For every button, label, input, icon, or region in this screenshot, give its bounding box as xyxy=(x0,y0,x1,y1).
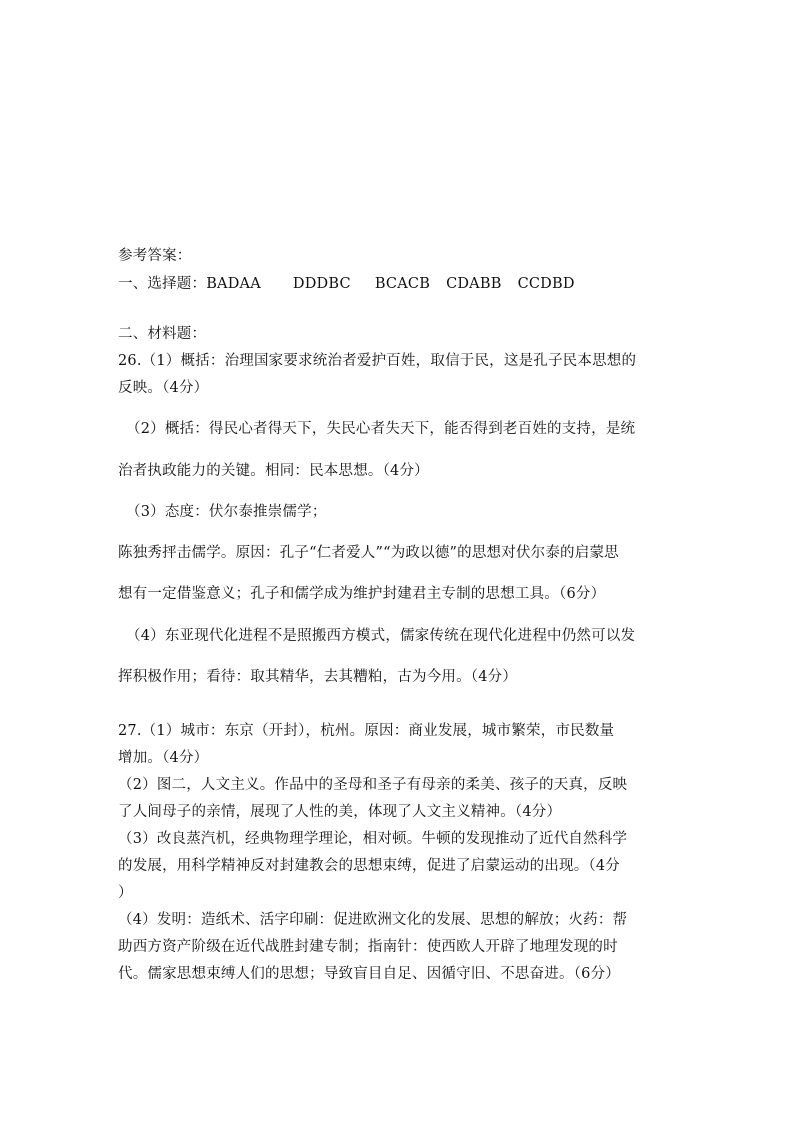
q27-part4-line2: 助西方资产阶级在近代战胜封建专制；指南针：使西欧人开辟了地理发现的时 xyxy=(118,939,618,955)
choice-group-3: BCACB xyxy=(374,276,431,292)
q27-part3-line3: ） xyxy=(118,885,133,901)
q26-part2-line2: 治者执政能力的关键。相同：民本思想。（4分） xyxy=(118,463,429,479)
answer-key-heading: 参考答案： xyxy=(118,248,192,264)
q26-part4-line1: （4）东亚现代化进程不是照搬西方模式，儒家传统在现代化进程中仍然可以发 xyxy=(126,628,636,644)
q27-part3-line2: 的发展，用科学精神反对封建教会的思想束缚，促进了启蒙运动的出现。（4分 xyxy=(118,858,620,874)
choice-group-5: CCDBD xyxy=(517,276,575,292)
section2-label: 二、材料题： xyxy=(118,326,207,342)
q26-part1-line1: 26.（1）概括：治理国家要求统治者爱护百姓，取信于民，这是孔子民本思想的 xyxy=(118,353,637,369)
q26-part3-line2: 陈独秀抨击儒学。原因：孔子“仁者爱人”“为政以德”的思想对伏尔泰的启蒙思 xyxy=(118,545,619,561)
q27-part4-line1: （4）发明：造纸术、活字印刷：促进欧洲文化的发展、思想的解放；火药：帮 xyxy=(118,912,628,928)
q27-part1-line2: 增加。（4分） xyxy=(118,750,209,766)
choice-group-2: DDDBC xyxy=(292,276,351,292)
q27-part1-line1: 27.（1）城市：东京（开封），杭州。原因：商业发展，城市繁荣，市民数量 xyxy=(118,723,615,739)
q26-part3-line1: （3）态度：伏尔泰推崇儒学； xyxy=(126,504,327,520)
q26-part4-line2: 挥积极作用；看待：取其精华，去其糟粕，古为今用。（4分） xyxy=(118,669,518,685)
q27-part2-line1: （2）图二，人文主义。作品中的圣母和圣子有母亲的柔美、孩子的天真，反映 xyxy=(118,777,628,793)
choice-group-1: BADAA xyxy=(206,276,261,292)
choice-group-4: CDABB xyxy=(446,276,502,292)
q27-part4-line3: 代。儒家思想束缚人们的思想；导致盲目自足、因循守旧、不思奋进。（6分） xyxy=(118,966,620,982)
q26-part3-line3: 想有一定借鉴意义；孔子和儒学成为维护封建君主专制的思想工具。（6分） xyxy=(118,586,606,602)
q27-part2-line2: 了人间母子的亲情，展现了人性的美，体现了人文主义精神。（4分） xyxy=(118,804,562,820)
q26-part1-line2: 反映。（4分） xyxy=(118,380,209,396)
q27-part3-line1: （3）改良蒸汽机，经典物理学理论，相对顿。牛顿的发现推动了近代自然科学 xyxy=(118,831,628,847)
multiple-choice-answers xyxy=(118,274,683,294)
section1-label: 一、选择题： xyxy=(118,276,207,292)
q26-part2-line1: （2）概括：得民心者得天下，失民心者失天下，能否得到老百姓的支持，是统 xyxy=(126,421,636,437)
